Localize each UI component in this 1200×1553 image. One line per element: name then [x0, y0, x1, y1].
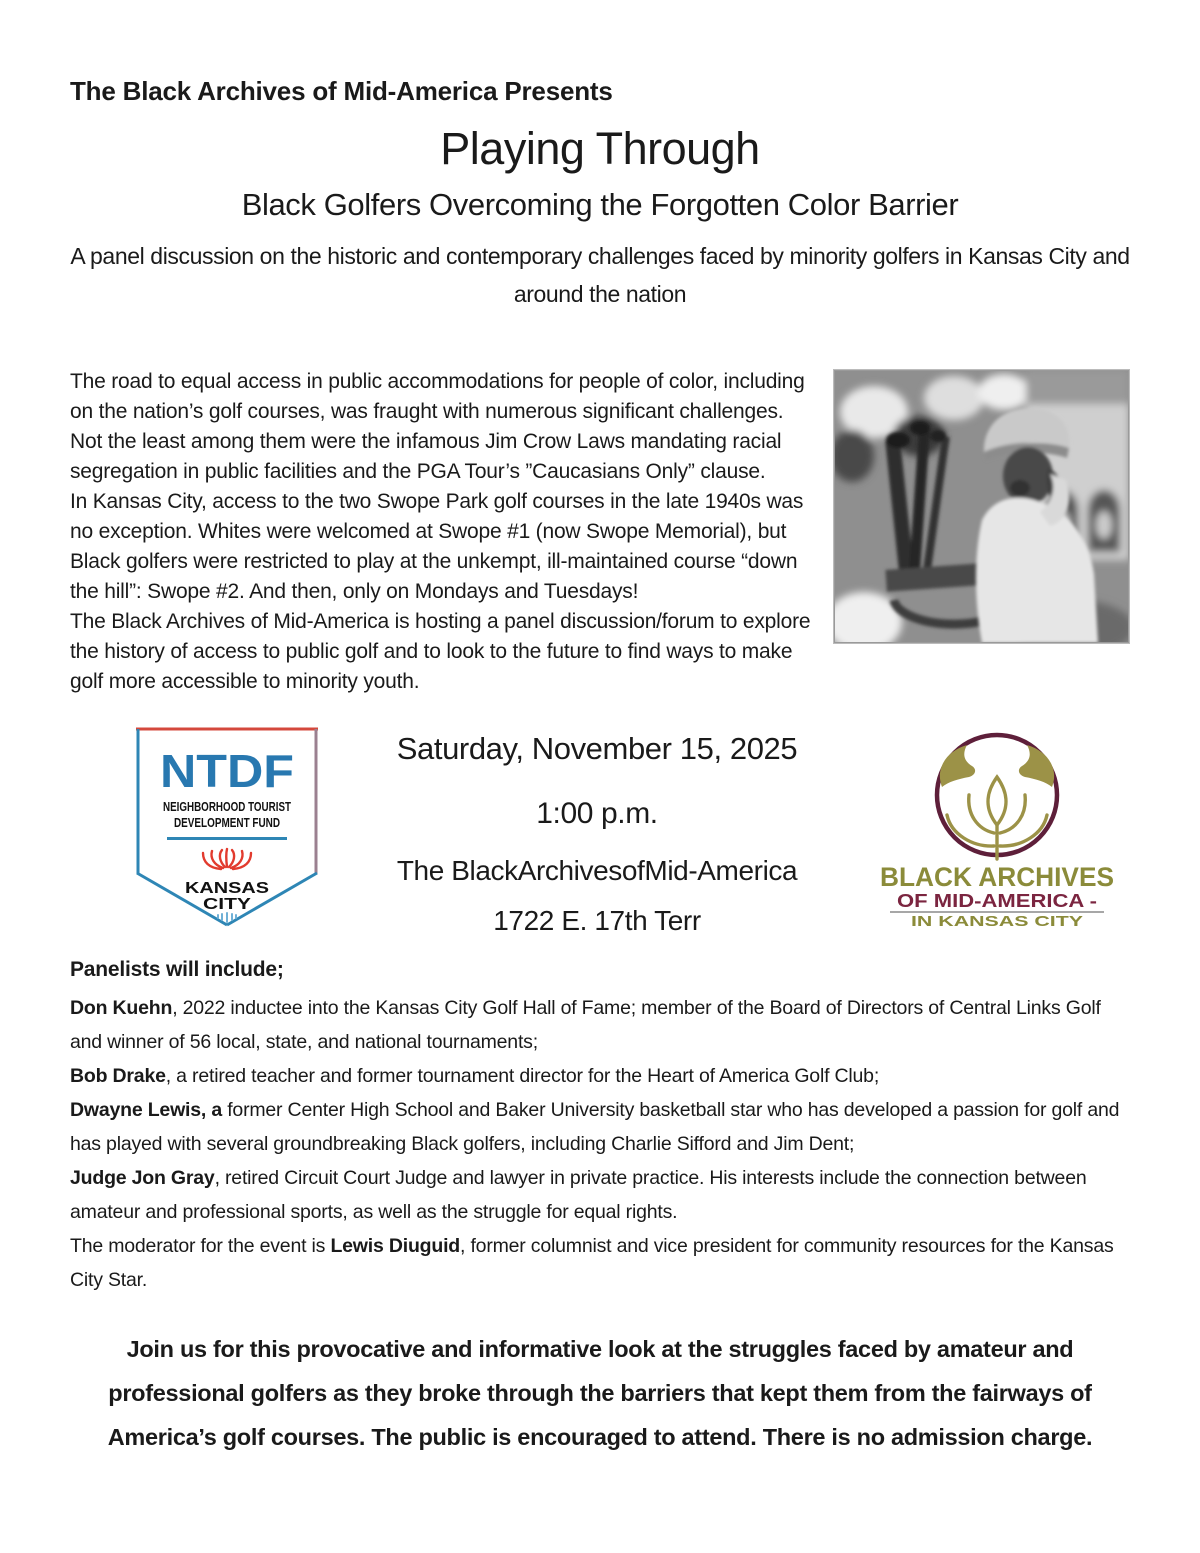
intro-paragraph-2: In Kansas City, access to the two Swope Park golf courses in the late 1940s was no exception. Whites were welcomed at Swope #1 (now Swope Memorial), but Black golfers were restricted to play at the unkempt, ill-maintained course “down the hill”: Swope #2. And then, only on Mondays and Tuesdays! — [70, 490, 804, 603]
panelist-entry: Bob Drake, a retired teacher and former tournament director for the Heart of America Golf Club; — [70, 1065, 880, 1087]
event-date: Saturday, November 15, 2025 — [396, 731, 798, 766]
event-address: 1722 E. 17th Terr — [493, 905, 701, 936]
kansas-city-wordmark-line1: KANSAS — [185, 880, 270, 897]
bama-name-line3: IN KANSAS CITY — [911, 913, 1083, 929]
presenter-line: The Black Archives of Mid-America Presents — [70, 76, 613, 106]
panelists-section — [70, 953, 1130, 1297]
intro-paragraph-1: The road to equal access in public accommodations for people of color, including on the nation’s golf courses, was fraught with numerous significant challenges. Not the least among them were the infamous Jim Crow Laws mandating racial segregation in public facilities and the PGA Tour’s ”Caucasians Only” clause. — [70, 370, 805, 483]
ntdf-name-line2: DEVELOPMENT FUND — [174, 816, 280, 830]
panelist-entry: Judge Jon Gray, retired Circuit Court Judge and lawyer in private practice. His interests include the connection between amateur and professional sports, as well as the struggle for equal rights. — [70, 1167, 1087, 1223]
panelist-entry: Dwayne Lewis, a former Center High School and Baker University basketball star who has developed a passion for golf and has played with several groundbreaking Black golfers, including Charlie Sifford and Jim Dent; — [70, 1099, 1120, 1155]
event-details — [322, 723, 872, 937]
bama-logo — [872, 723, 1122, 929]
ntdf-divider — [167, 837, 287, 840]
golfer-photo — [833, 369, 1130, 644]
event-title: Playing Through — [440, 123, 760, 174]
event-tagline: A panel discussion on the historic and contemporary challenges faced by minority golfers in Kansas City and around the nation — [70, 243, 1130, 307]
bama-name-line2: OF MID-AMERICA - — [897, 891, 1098, 911]
bama-name-line1: BLACK ARCHIVES — [880, 862, 1114, 892]
intro-paragraph-3: The Black Archives of Mid-America is hosting a panel discussion/forum to explore the history of access to public golf and to look to the future to find ways to make golf more accessible to minority youth. — [70, 610, 811, 693]
footer-message: Join us for this provocative and informative look at the struggles faced by amateur and professional golfers as they broke through the barriers that kept them from the fairways of America’s golf courses. The public is encouraged to attend. There is no admission charge. — [107, 1336, 1093, 1450]
kansas-city-wordmark-line2: CITY — [203, 896, 252, 913]
event-info-row — [70, 723, 1130, 937]
panelist-entry: Don Kuehn, 2022 inductee into the Kansas City Golf Hall of Fame; member of the Board of Directors of Central Links Golf and winner of 56 local, state, and national tournaments; — [70, 997, 1101, 1053]
intro-section — [70, 367, 1130, 697]
ntdf-acronym: NTDF — [160, 745, 294, 797]
event-time: 1:00 p.m. — [536, 797, 658, 830]
panelist-entry: The moderator for the event is Lewis Diuguid, former columnist and vice president for community resources for the Kansas City Star. — [70, 1235, 1114, 1291]
ntdf-name-line1: NEIGHBORHOOD TOURIST — [163, 800, 292, 814]
panelists-heading: Panelists will include; — [70, 958, 284, 981]
ntdf-logo — [132, 723, 322, 935]
event-subtitle: Black Golfers Overcoming the Forgotten Color Barrier — [241, 187, 959, 222]
event-venue: The BlackArchivesofMid-America — [396, 855, 798, 886]
